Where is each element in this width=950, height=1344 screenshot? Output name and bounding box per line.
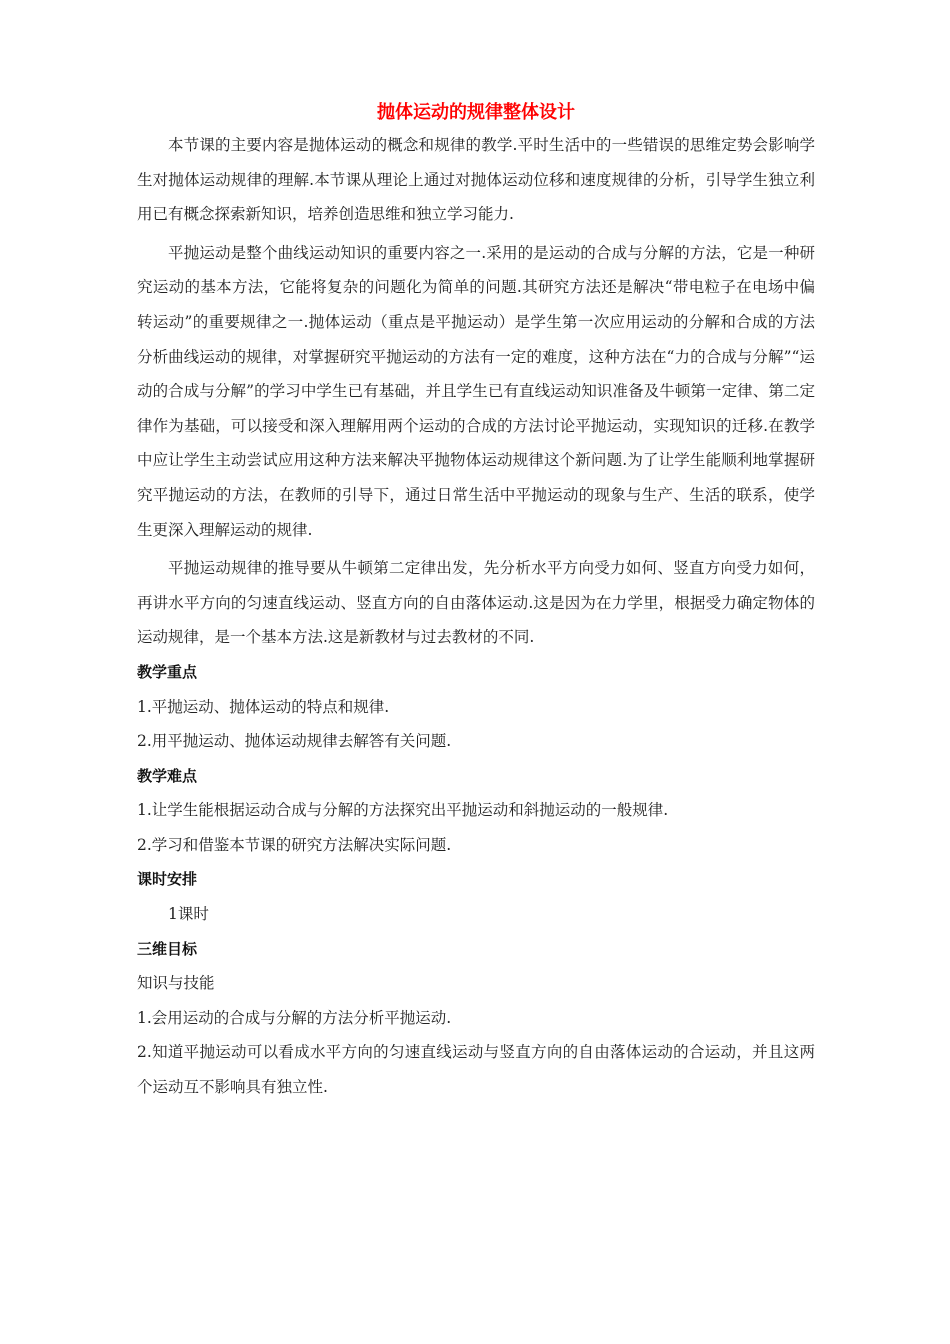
intro-paragraph-1: 本节课的主要内容是抛体运动的概念和规律的教学.平时生活中的一些错误的思维定势会影响学生对抛体运动规律的理解.本节课从理论上通过对抛体运动位移和速度规律的分析，引导学生独立利用已有概念探索新知识，培养创造思维和独立学习能力. — [137, 136, 815, 224]
schedule-heading: 课时安排 — [137, 870, 198, 889]
document-body — [137, 98, 815, 1105]
difficult-point-item: 1.让学生能根据运动合成与分解的方法探究出平抛运动和斜抛运动的一般规律. — [137, 801, 669, 820]
objective-item: 1.会用运动的合成与分解的方法分析平抛运动. — [137, 1008, 452, 1027]
objectives-heading: 三维目标 — [137, 939, 198, 958]
intro-paragraph-3: 平抛运动规律的推导要从牛顿第二定律出发，先分析水平方向受力如何、竖直方向受力如何，再讲水平方向的匀速直线运动、竖直方向的自由落体运动.这是因为在力学里，根据受力确定物体的运动规律，是一个基本方法.这是新教材与过去教材的不同. — [137, 559, 815, 647]
objectives-subheading: 知识与技能 — [137, 974, 215, 993]
key-points-heading: 教学重点 — [137, 662, 198, 681]
difficult-points-heading: 教学难点 — [137, 766, 198, 785]
objective-item: 2.知道平抛运动可以看成水平方向的匀速直线运动与竖直方向的自由落体运动的合运动，并且这两个运动互不影响具有独立性. — [137, 1043, 815, 1097]
difficult-point-item: 2.学习和借鉴本节课的研究方法解决实际问题. — [137, 835, 452, 854]
schedule-value: 1课时 — [168, 905, 209, 924]
document-title: 抛体运动的规律整体设计 — [377, 102, 575, 123]
intro-paragraph-2: 平抛运动是整个曲线运动知识的重要内容之一.采用的是运动的合成与分解的方法，它是一种研究运动的基本方法，它能将复杂的问题化为简单的问题.其研究方法还是解决“带电粒子在电场中偏转运动”的重要规律之一.抛体运动（重点是平抛运动）是学生第一次应用运动的分解和合成的方法分析曲线运动的规律，对掌握研究平抛运动的方法有一定的难度，这种方法在“力的合成与分解”“运动的合成与分解”的学习中学生已有基础，并且学生已有直线运动知识准备及牛顿第一定律、第二定律作为基础，可以接受和深入理解用两个运动的合成的方法讨论平抛运动，实现知识的迁移.在教学中应让学生主动尝试应用这种方法来解决平抛物体运动规律这个新问题.为了让学生能顺利地掌握研究平抛运动的方法，在教师的引导下，通过日常生活中平抛运动的现象与生产、生活的联系，使学生更深入理解运动的规律. — [137, 243, 815, 539]
key-point-item: 2.用平抛运动、抛体运动规律去解答有关问题. — [137, 732, 452, 751]
key-point-item: 1.平抛运动、抛体运动的特点和规律. — [137, 697, 390, 716]
